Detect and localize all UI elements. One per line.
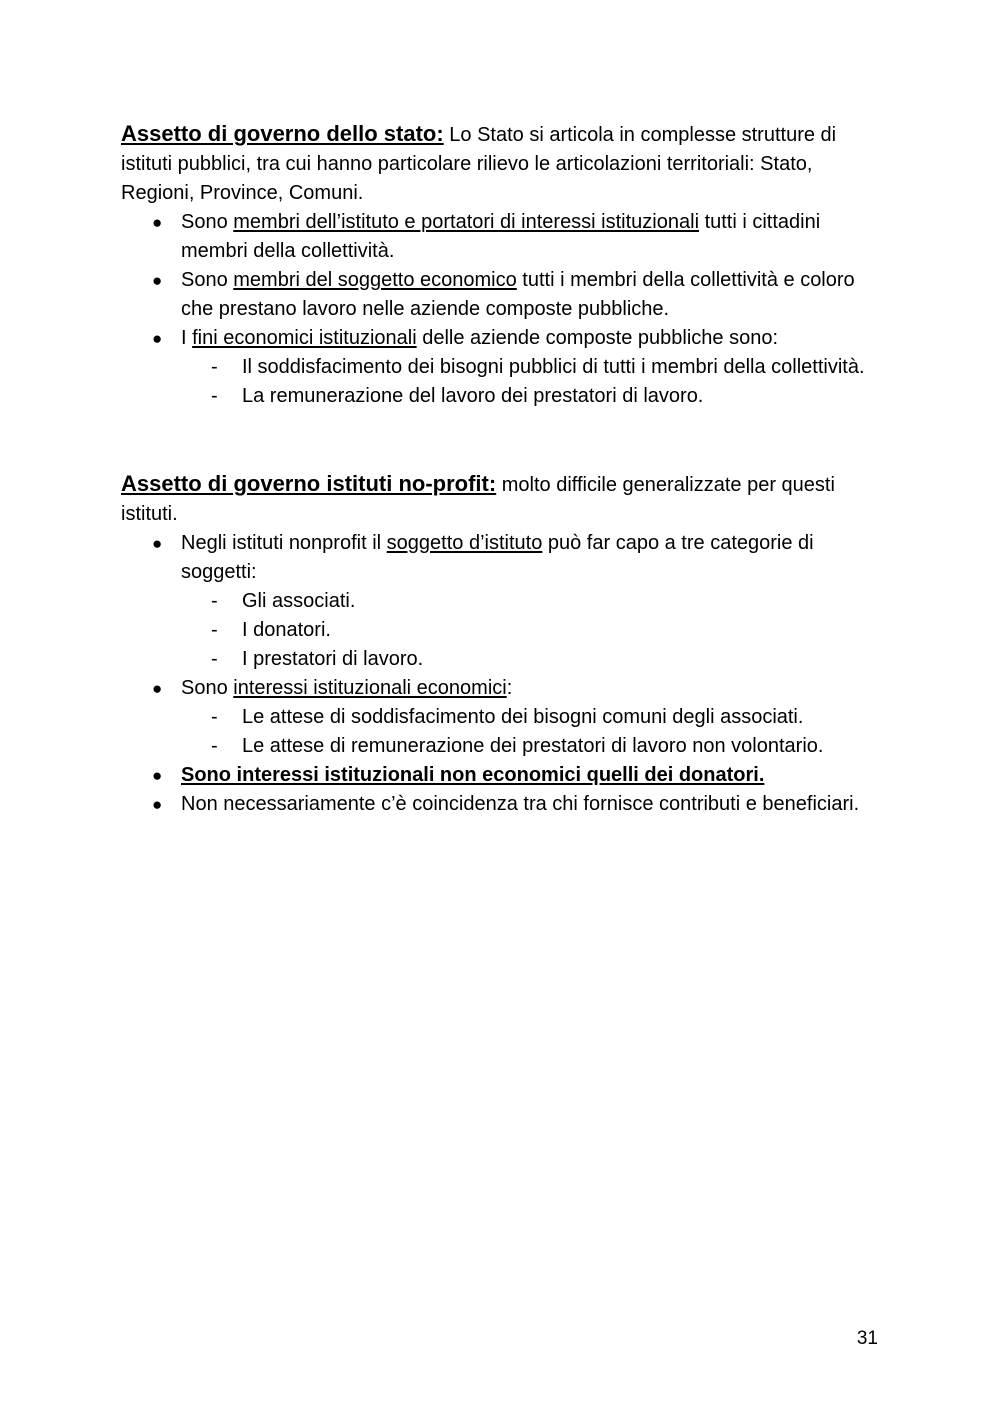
sub-list-item (181, 645, 886, 674)
bullet-icon: ● (152, 795, 163, 814)
sub-item-text: I donatori. (242, 619, 331, 641)
sub-item-text: I prestatori di lavoro. (242, 648, 424, 670)
list-item (121, 790, 886, 819)
underlined-term: membri dell’istituto e portatori di interessi istituzionali (233, 211, 700, 233)
sub-list (181, 703, 886, 761)
item-text: Sono (181, 677, 234, 699)
dash-icon: - (211, 619, 218, 641)
underlined-term: soggetto d’istituto (386, 532, 543, 554)
underlined-term: interessi istituzionali economici (233, 677, 507, 699)
dash-icon: - (211, 590, 218, 612)
item-text: tutti i membri della collettività e coloro che prestano lavoro nelle aziende composte pubbliche. (181, 269, 855, 320)
bullet-icon: ● (152, 766, 163, 785)
sub-list-item (181, 382, 886, 411)
section-governo-stato (121, 119, 886, 411)
list-item (121, 529, 886, 674)
bullet-list (121, 208, 886, 411)
item-text: può far capo a tre categorie di soggetti: (181, 532, 814, 583)
list-item (121, 266, 886, 324)
underlined-term: fini economici istituzionali (192, 327, 417, 349)
bold-underlined-statement: Sono interessi istituzionali non economici quelli dei donatori. (181, 764, 765, 786)
dash-icon: - (211, 706, 218, 728)
sub-list-item (181, 616, 886, 645)
sub-item-text: La remunerazione del lavoro dei prestatori di lavoro. (242, 385, 704, 407)
sub-list-item (181, 353, 886, 382)
bullet-icon: ● (152, 329, 163, 348)
list-item (121, 324, 886, 411)
sub-item-text: Il soddisfacimento dei bisogni pubblici di tutti i membri della collettività. (242, 356, 865, 378)
item-text: tutti i cittadini membri della collettività. (181, 211, 821, 262)
list-item (121, 674, 886, 761)
item-text: I (181, 327, 193, 349)
section-heading: Assetto di governo dello stato: (121, 121, 444, 146)
item-text: delle aziende composte pubbliche sono: (416, 327, 779, 349)
item-text: Sono (181, 269, 234, 291)
sub-item-text: Le attese di soddisfacimento dei bisogni comuni degli associati. (242, 706, 804, 728)
item-text: Non necessariamente c’è coincidenza tra chi fornisce contributi e beneficiari. (181, 793, 860, 815)
bullet-list (121, 529, 886, 819)
intro-text: molto difficile generalizzate per questi istituti. (121, 474, 835, 525)
dash-icon: - (211, 648, 218, 670)
list-item (121, 208, 886, 266)
sub-item-text: Gli associati. (242, 590, 356, 612)
underlined-term: membri del soggetto economico (233, 269, 517, 291)
sub-list-item (181, 587, 886, 616)
bullet-icon: ● (152, 213, 163, 232)
sub-list (181, 587, 886, 674)
dash-icon: - (211, 385, 218, 407)
sub-list-item (181, 703, 886, 732)
sub-list-item (181, 732, 886, 761)
page-number: 31 (856, 1328, 878, 1349)
list-item (121, 761, 886, 790)
dash-icon: - (211, 735, 218, 757)
bullet-icon: ● (152, 271, 163, 290)
bullet-icon: ● (152, 534, 163, 553)
section-intro (121, 469, 886, 529)
sub-item-text: Le attese di remunerazione dei prestatori di lavoro non volontario. (242, 735, 824, 757)
section-heading: Assetto di governo istituti no-profit: (121, 471, 497, 496)
intro-text: Lo Stato si articola in complesse strutture di istituti pubblici, tra cui hanno particolare rilievo le articolazioni territoriali: Stato, Regioni, Province, Comuni. (121, 124, 837, 204)
item-text: Negli istituti nonprofit il (181, 532, 387, 554)
bullet-icon: ● (152, 679, 163, 698)
sub-list (181, 353, 886, 411)
section-governo-no-profit (121, 469, 886, 819)
item-text: Sono (181, 211, 234, 233)
item-text: : (506, 677, 513, 699)
document-page (121, 119, 886, 819)
section-intro (121, 119, 886, 208)
dash-icon: - (211, 356, 218, 378)
